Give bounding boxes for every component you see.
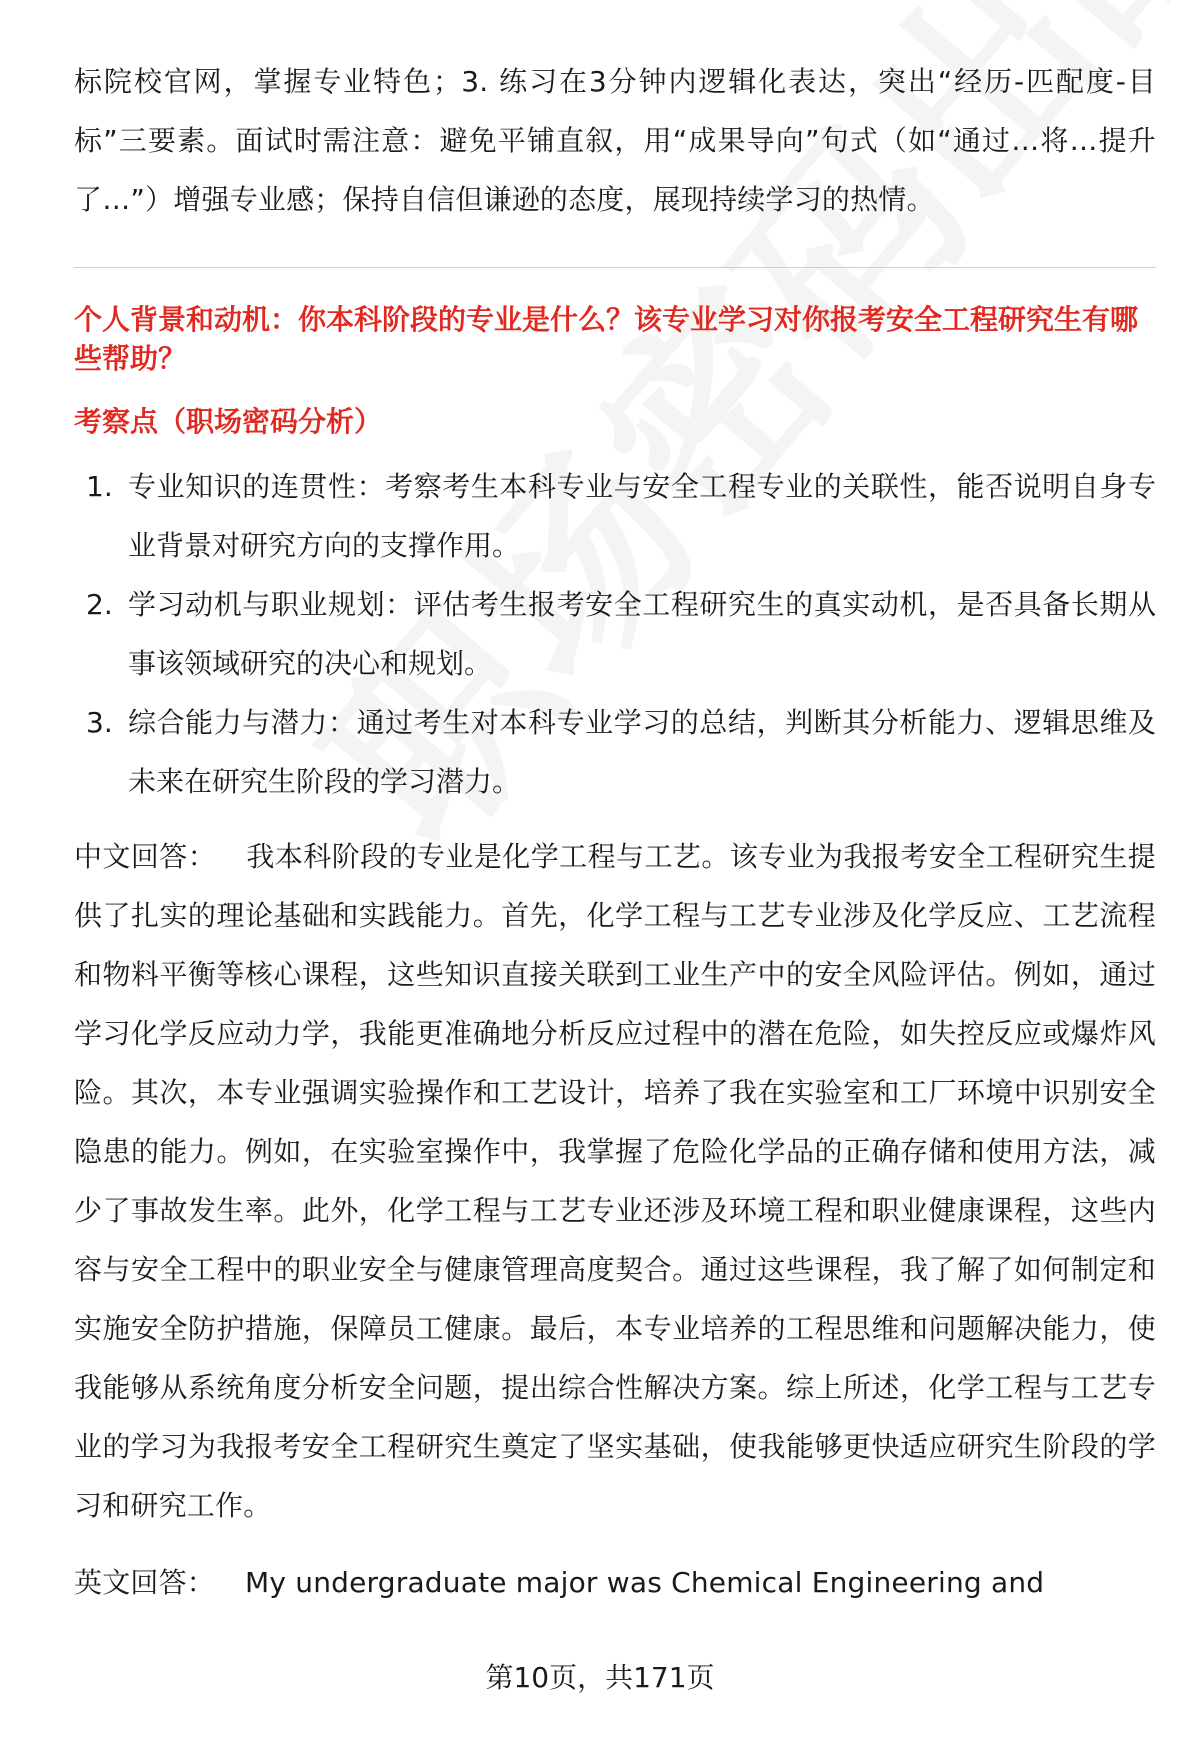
- chinese-answer: [74, 827, 1156, 1535]
- english-answer: [74, 1553, 1156, 1612]
- question-heading: 个人背景和动机：你本科阶段的专业是什么？该专业学习对你报考安全工程研究生有哪些帮助？: [74, 303, 1139, 375]
- section-divider: [74, 267, 1156, 268]
- english-answer-text: My undergraduate major was Chemical Engineering and: [245, 1566, 1045, 1599]
- assessment-points-heading: 考察点（职场密码分析）: [74, 405, 383, 438]
- list-item-number: 3.: [86, 706, 113, 739]
- document-body: [74, 52, 1156, 1612]
- chinese-answer-label: 中文回答：: [74, 840, 217, 873]
- list-item-text: 学习动机与职业规划：评估考生报考安全工程研究生的真实动机，是否具备长期从事该领域研究的决心和规划。: [128, 588, 1156, 680]
- list-item: [74, 693, 1156, 811]
- list-item: [74, 575, 1156, 693]
- intro-paragraph: 标院校官网，掌握专业特色；3. 练习在3分钟内逻辑化表达，突出“经历-匹配度-目标”三要素。面试时需注意：避免平铺直叙，用“成果导向”句式（如“通过…将…提升了…”）增强专业感；保持自信但谦逊的态度，展现持续学习的热情。: [74, 65, 1156, 216]
- list-item: [74, 457, 1156, 575]
- list-item-number: 1.: [86, 470, 113, 503]
- list-item-number: 2.: [86, 588, 113, 621]
- chinese-answer-text: 我本科阶段的专业是化学工程与工艺。该专业为我报考安全工程研究生提供了扎实的理论基础和实践能力。首先，化学工程与工艺专业涉及化学反应、工艺流程和物料平衡等核心课程，这些知识直接关联到工业生产中的安全风险评估。例如，通过学习化学反应动力学，我能更准确地分析反应过程中的潜在危险，如失控反应或爆炸风险。其次，本专业强调实验操作和工艺设计，培养了我在实验室和工厂环境中识别安全隐患的能力。例如，在实验室操作中，我掌握了危险化学品的正确存储和使用方法，减少了事故发生率。此外，化学工程与工艺专业还涉及环境工程和职业健康课程，这些内容与安全工程中的职业安全与健康管理高度契合。通过这些课程，我了解了如何制定和实施安全防护措施，保障员工健康。最后，本专业培养的工程思维和问题解决能力，使我能够从系统角度分析安全问题，提出综合性解决方案。综上所述，化学工程与工艺专业的学习为我报考安全工程研究生奠定了坚实基础，使我能够更快适应研究生阶段的学习和研究工作。: [74, 840, 1156, 1522]
- list-item-text: 专业知识的连贯性：考察考生本科专业与安全工程专业的关联性，能否说明自身专业背景对研究方向的支撑作用。: [128, 470, 1156, 562]
- english-answer-label: 英文回答：: [74, 1566, 216, 1599]
- list-item-text: 综合能力与潜力：通过考生对本科专业学习的总结，判断其分析能力、逻辑思维及未来在研究生阶段的学习潜力。: [128, 706, 1156, 798]
- assessment-points-list: [74, 457, 1156, 811]
- page-number-footer: 第10页，共171页: [485, 1661, 715, 1694]
